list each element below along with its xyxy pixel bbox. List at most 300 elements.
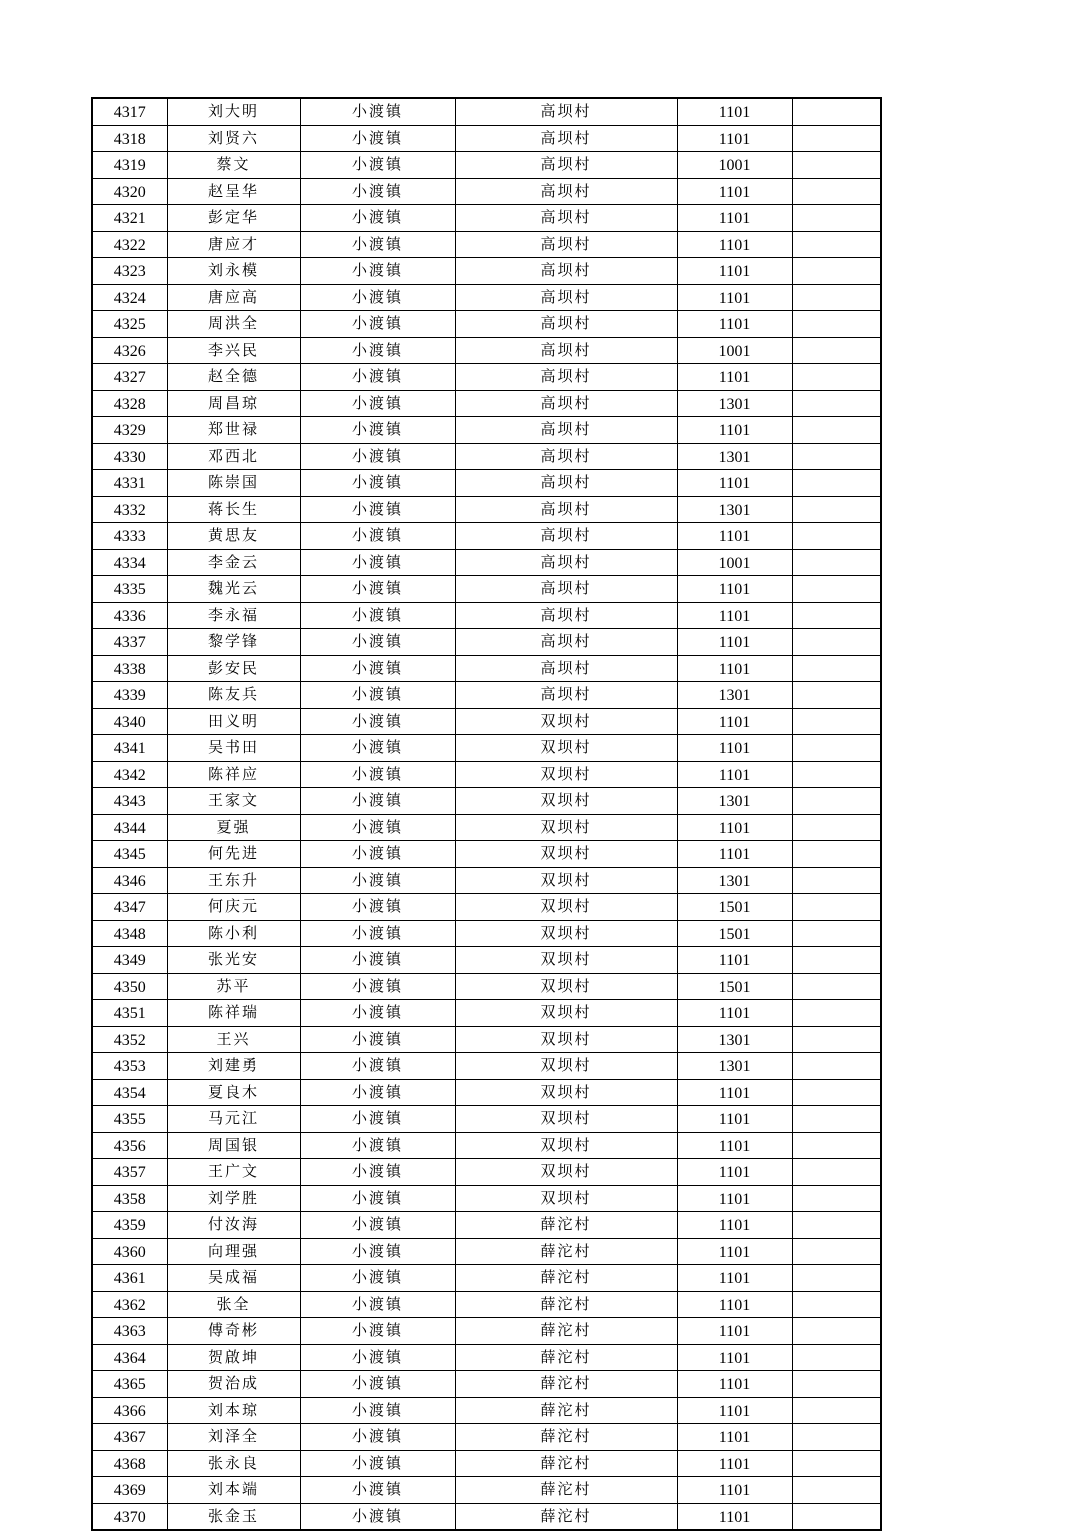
cell-village: 双坝村 <box>455 1106 677 1133</box>
cell-code: 1101 <box>677 629 792 656</box>
cell-village: 高坝村 <box>455 602 677 629</box>
cell-name: 陈崇国 <box>167 470 300 497</box>
cell-remark <box>792 1079 881 1106</box>
cell-remark <box>792 1318 881 1345</box>
cell-code: 1301 <box>677 682 792 709</box>
cell-index: 4335 <box>92 576 167 603</box>
cell-code: 1101 <box>677 1344 792 1371</box>
cell-name: 魏光云 <box>167 576 300 603</box>
cell-remark <box>792 337 881 364</box>
cell-village: 双坝村 <box>455 1079 677 1106</box>
cell-index: 4341 <box>92 735 167 762</box>
cell-town: 小渡镇 <box>300 152 455 179</box>
cell-town: 小渡镇 <box>300 98 455 125</box>
cell-village: 双坝村 <box>455 947 677 974</box>
cell-town: 小渡镇 <box>300 761 455 788</box>
table-row <box>92 364 881 391</box>
cell-name: 刘本端 <box>167 1477 300 1504</box>
cell-village: 薛沱村 <box>455 1450 677 1477</box>
table-row <box>92 920 881 947</box>
cell-name: 刘大明 <box>167 98 300 125</box>
cell-town: 小渡镇 <box>300 1185 455 1212</box>
cell-name: 李兴民 <box>167 337 300 364</box>
cell-remark <box>792 1159 881 1186</box>
cell-village: 双坝村 <box>455 1132 677 1159</box>
table-row <box>92 523 881 550</box>
cell-remark <box>792 125 881 152</box>
cell-index: 4327 <box>92 364 167 391</box>
cell-remark <box>792 470 881 497</box>
cell-name: 郑世禄 <box>167 417 300 444</box>
cell-town: 小渡镇 <box>300 1371 455 1398</box>
cell-index: 4367 <box>92 1424 167 1451</box>
cell-town: 小渡镇 <box>300 1477 455 1504</box>
cell-code: 1101 <box>677 1318 792 1345</box>
table-row <box>92 1000 881 1027</box>
cell-name: 李金云 <box>167 549 300 576</box>
table-row <box>92 205 881 232</box>
cell-town: 小渡镇 <box>300 1450 455 1477</box>
table-row <box>92 417 881 444</box>
cell-town: 小渡镇 <box>300 311 455 338</box>
cell-name: 李永福 <box>167 602 300 629</box>
table-row <box>92 231 881 258</box>
cell-town: 小渡镇 <box>300 920 455 947</box>
cell-town: 小渡镇 <box>300 814 455 841</box>
cell-name: 黄思友 <box>167 523 300 550</box>
table-row <box>92 1291 881 1318</box>
cell-index: 4358 <box>92 1185 167 1212</box>
cell-name: 赵全德 <box>167 364 300 391</box>
cell-town: 小渡镇 <box>300 708 455 735</box>
cell-name: 陈祥瑞 <box>167 1000 300 1027</box>
table-row <box>92 788 881 815</box>
cell-town: 小渡镇 <box>300 205 455 232</box>
cell-code: 1101 <box>677 1238 792 1265</box>
cell-village: 高坝村 <box>455 470 677 497</box>
cell-index: 4348 <box>92 920 167 947</box>
cell-code: 1101 <box>677 364 792 391</box>
cell-remark <box>792 1053 881 1080</box>
cell-remark <box>792 549 881 576</box>
table-row <box>92 284 881 311</box>
cell-remark <box>792 98 881 125</box>
cell-name: 张光安 <box>167 947 300 974</box>
cell-name: 陈友兵 <box>167 682 300 709</box>
cell-code: 1101 <box>677 311 792 338</box>
cell-town: 小渡镇 <box>300 973 455 1000</box>
cell-index: 4325 <box>92 311 167 338</box>
cell-name: 刘建勇 <box>167 1053 300 1080</box>
cell-village: 薛沱村 <box>455 1212 677 1239</box>
cell-remark <box>792 152 881 179</box>
cell-index: 4365 <box>92 1371 167 1398</box>
table-row <box>92 125 881 152</box>
cell-index: 4364 <box>92 1344 167 1371</box>
cell-town: 小渡镇 <box>300 1053 455 1080</box>
cell-name: 周国银 <box>167 1132 300 1159</box>
cell-village: 双坝村 <box>455 841 677 868</box>
table-row <box>92 1159 881 1186</box>
cell-town: 小渡镇 <box>300 284 455 311</box>
cell-town: 小渡镇 <box>300 655 455 682</box>
cell-index: 4331 <box>92 470 167 497</box>
cell-village: 高坝村 <box>455 523 677 550</box>
cell-name: 张金玉 <box>167 1503 300 1530</box>
cell-remark <box>792 1132 881 1159</box>
cell-town: 小渡镇 <box>300 258 455 285</box>
cell-remark <box>792 576 881 603</box>
cell-name: 夏良木 <box>167 1079 300 1106</box>
cell-name: 刘贤六 <box>167 125 300 152</box>
cell-index: 4357 <box>92 1159 167 1186</box>
cell-index: 4322 <box>92 231 167 258</box>
cell-town: 小渡镇 <box>300 1238 455 1265</box>
cell-name: 向理强 <box>167 1238 300 1265</box>
cell-town: 小渡镇 <box>300 1291 455 1318</box>
cell-remark <box>792 1397 881 1424</box>
cell-code: 1301 <box>677 1026 792 1053</box>
table-row <box>92 1053 881 1080</box>
cell-code: 1101 <box>677 284 792 311</box>
cell-village: 高坝村 <box>455 443 677 470</box>
cell-remark <box>792 629 881 656</box>
cell-code: 1101 <box>677 523 792 550</box>
cell-remark <box>792 1450 881 1477</box>
cell-code: 1501 <box>677 894 792 921</box>
cell-index: 4354 <box>92 1079 167 1106</box>
cell-name: 赵呈华 <box>167 178 300 205</box>
cell-town: 小渡镇 <box>300 629 455 656</box>
cell-code: 1001 <box>677 152 792 179</box>
cell-name: 何庆元 <box>167 894 300 921</box>
cell-village: 高坝村 <box>455 496 677 523</box>
cell-remark <box>792 1344 881 1371</box>
cell-town: 小渡镇 <box>300 1424 455 1451</box>
cell-village: 双坝村 <box>455 814 677 841</box>
cell-town: 小渡镇 <box>300 178 455 205</box>
cell-code: 1101 <box>677 1265 792 1292</box>
cell-code: 1101 <box>677 1477 792 1504</box>
cell-village: 高坝村 <box>455 311 677 338</box>
cell-code: 1101 <box>677 1397 792 1424</box>
table-row <box>92 311 881 338</box>
cell-village: 双坝村 <box>455 920 677 947</box>
cell-name: 贺治成 <box>167 1371 300 1398</box>
cell-remark <box>792 1212 881 1239</box>
cell-remark <box>792 390 881 417</box>
table-row <box>92 602 881 629</box>
table-row <box>92 682 881 709</box>
cell-index: 4336 <box>92 602 167 629</box>
cell-index: 4369 <box>92 1477 167 1504</box>
cell-remark <box>792 1106 881 1133</box>
cell-index: 4363 <box>92 1318 167 1345</box>
cell-code: 1301 <box>677 443 792 470</box>
cell-name: 田义明 <box>167 708 300 735</box>
cell-village: 高坝村 <box>455 258 677 285</box>
cell-code: 1101 <box>677 1371 792 1398</box>
cell-name: 陈祥应 <box>167 761 300 788</box>
table-row <box>92 1318 881 1345</box>
cell-code: 1101 <box>677 1132 792 1159</box>
cell-village: 薛沱村 <box>455 1397 677 1424</box>
cell-name: 王东升 <box>167 867 300 894</box>
cell-index: 4329 <box>92 417 167 444</box>
cell-index: 4328 <box>92 390 167 417</box>
cell-village: 高坝村 <box>455 655 677 682</box>
cell-name: 夏强 <box>167 814 300 841</box>
cell-index: 4360 <box>92 1238 167 1265</box>
cell-village: 薛沱村 <box>455 1318 677 1345</box>
cell-code: 1101 <box>677 1424 792 1451</box>
cell-name: 傅奇彬 <box>167 1318 300 1345</box>
cell-name: 彭定华 <box>167 205 300 232</box>
cell-village: 高坝村 <box>455 576 677 603</box>
cell-name: 吴成福 <box>167 1265 300 1292</box>
cell-index: 4321 <box>92 205 167 232</box>
cell-town: 小渡镇 <box>300 735 455 762</box>
cell-code: 1101 <box>677 98 792 125</box>
cell-index: 4318 <box>92 125 167 152</box>
cell-index: 4356 <box>92 1132 167 1159</box>
cell-remark <box>792 894 881 921</box>
cell-town: 小渡镇 <box>300 417 455 444</box>
cell-village: 薛沱村 <box>455 1503 677 1530</box>
cell-code: 1101 <box>677 1212 792 1239</box>
table-row <box>92 152 881 179</box>
table-row <box>92 1503 881 1530</box>
cell-name: 张永良 <box>167 1450 300 1477</box>
table-row <box>92 98 881 125</box>
cell-village: 高坝村 <box>455 178 677 205</box>
cell-village: 高坝村 <box>455 125 677 152</box>
cell-index: 4361 <box>92 1265 167 1292</box>
cell-name: 吴书田 <box>167 735 300 762</box>
cell-town: 小渡镇 <box>300 947 455 974</box>
cell-name: 张全 <box>167 1291 300 1318</box>
cell-code: 1101 <box>677 708 792 735</box>
cell-name: 周洪全 <box>167 311 300 338</box>
cell-town: 小渡镇 <box>300 549 455 576</box>
table-row <box>92 761 881 788</box>
cell-village: 高坝村 <box>455 152 677 179</box>
cell-index: 4353 <box>92 1053 167 1080</box>
table-row <box>92 1344 881 1371</box>
cell-remark <box>792 1265 881 1292</box>
cell-remark <box>792 1503 881 1530</box>
cell-remark <box>792 496 881 523</box>
cell-town: 小渡镇 <box>300 390 455 417</box>
cell-name: 唐应才 <box>167 231 300 258</box>
cell-name: 马元江 <box>167 1106 300 1133</box>
cell-remark <box>792 1238 881 1265</box>
cell-village: 高坝村 <box>455 629 677 656</box>
cell-name: 陈小利 <box>167 920 300 947</box>
cell-village: 双坝村 <box>455 1185 677 1212</box>
cell-index: 4320 <box>92 178 167 205</box>
cell-index: 4350 <box>92 973 167 1000</box>
cell-index: 4355 <box>92 1106 167 1133</box>
cell-village: 双坝村 <box>455 788 677 815</box>
cell-town: 小渡镇 <box>300 1397 455 1424</box>
cell-town: 小渡镇 <box>300 602 455 629</box>
cell-remark <box>792 841 881 868</box>
cell-index: 4343 <box>92 788 167 815</box>
table-row <box>92 841 881 868</box>
cell-index: 4344 <box>92 814 167 841</box>
cell-code: 1301 <box>677 390 792 417</box>
cell-town: 小渡镇 <box>300 1132 455 1159</box>
cell-village: 高坝村 <box>455 284 677 311</box>
table-row <box>92 1397 881 1424</box>
cell-remark <box>792 814 881 841</box>
table-row <box>92 1477 881 1504</box>
cell-code: 1101 <box>677 1106 792 1133</box>
cell-code: 1101 <box>677 178 792 205</box>
cell-code: 1501 <box>677 920 792 947</box>
table-row <box>92 1371 881 1398</box>
cell-name: 王家文 <box>167 788 300 815</box>
cell-code: 1101 <box>677 1503 792 1530</box>
cell-index: 4346 <box>92 867 167 894</box>
cell-name: 刘本琼 <box>167 1397 300 1424</box>
cell-name: 蒋长生 <box>167 496 300 523</box>
cell-index: 4366 <box>92 1397 167 1424</box>
cell-town: 小渡镇 <box>300 682 455 709</box>
cell-code: 1301 <box>677 496 792 523</box>
table-row <box>92 947 881 974</box>
cell-code: 1101 <box>677 735 792 762</box>
cell-index: 4334 <box>92 549 167 576</box>
cell-remark <box>792 311 881 338</box>
cell-code: 1501 <box>677 973 792 1000</box>
cell-town: 小渡镇 <box>300 337 455 364</box>
cell-village: 薛沱村 <box>455 1238 677 1265</box>
cell-remark <box>792 788 881 815</box>
cell-name: 刘永模 <box>167 258 300 285</box>
cell-index: 4319 <box>92 152 167 179</box>
cell-code: 1101 <box>677 470 792 497</box>
cell-index: 4352 <box>92 1026 167 1053</box>
cell-code: 1101 <box>677 1079 792 1106</box>
cell-code: 1001 <box>677 337 792 364</box>
cell-remark <box>792 284 881 311</box>
cell-name: 邓西北 <box>167 443 300 470</box>
table-body <box>92 98 881 1530</box>
cell-index: 4368 <box>92 1450 167 1477</box>
cell-village: 双坝村 <box>455 894 677 921</box>
cell-remark <box>792 258 881 285</box>
cell-remark <box>792 1477 881 1504</box>
table-row <box>92 1238 881 1265</box>
cell-code: 1101 <box>677 205 792 232</box>
cell-village: 高坝村 <box>455 205 677 232</box>
cell-town: 小渡镇 <box>300 1503 455 1530</box>
cell-town: 小渡镇 <box>300 523 455 550</box>
cell-name: 蔡文 <box>167 152 300 179</box>
cell-index: 4337 <box>92 629 167 656</box>
cell-code: 1101 <box>677 814 792 841</box>
cell-village: 双坝村 <box>455 708 677 735</box>
cell-index: 4349 <box>92 947 167 974</box>
cell-remark <box>792 443 881 470</box>
cell-name: 刘学胜 <box>167 1185 300 1212</box>
cell-town: 小渡镇 <box>300 1079 455 1106</box>
cell-town: 小渡镇 <box>300 1265 455 1292</box>
cell-remark <box>792 682 881 709</box>
cell-code: 1101 <box>677 231 792 258</box>
cell-town: 小渡镇 <box>300 576 455 603</box>
table-row <box>92 1185 881 1212</box>
cell-village: 高坝村 <box>455 231 677 258</box>
cell-name: 贺啟坤 <box>167 1344 300 1371</box>
cell-village: 高坝村 <box>455 98 677 125</box>
table-row <box>92 735 881 762</box>
cell-village: 高坝村 <box>455 364 677 391</box>
cell-town: 小渡镇 <box>300 443 455 470</box>
cell-village: 薛沱村 <box>455 1265 677 1292</box>
cell-index: 4359 <box>92 1212 167 1239</box>
cell-town: 小渡镇 <box>300 1159 455 1186</box>
cell-village: 高坝村 <box>455 390 677 417</box>
cell-town: 小渡镇 <box>300 788 455 815</box>
table-row <box>92 258 881 285</box>
cell-town: 小渡镇 <box>300 125 455 152</box>
cell-code: 1101 <box>677 602 792 629</box>
table-row <box>92 1424 881 1451</box>
table-row <box>92 708 881 735</box>
cell-remark <box>792 417 881 444</box>
cell-village: 高坝村 <box>455 417 677 444</box>
cell-code: 1301 <box>677 1053 792 1080</box>
table-row <box>92 178 881 205</box>
table-row <box>92 496 881 523</box>
cell-village: 薛沱村 <box>455 1424 677 1451</box>
cell-index: 4317 <box>92 98 167 125</box>
cell-code: 1001 <box>677 549 792 576</box>
cell-code: 1101 <box>677 258 792 285</box>
cell-town: 小渡镇 <box>300 1026 455 1053</box>
cell-remark <box>792 178 881 205</box>
cell-village: 薛沱村 <box>455 1291 677 1318</box>
cell-index: 4333 <box>92 523 167 550</box>
cell-code: 1101 <box>677 1159 792 1186</box>
cell-name: 王兴 <box>167 1026 300 1053</box>
cell-code: 1101 <box>677 761 792 788</box>
cell-remark <box>792 1026 881 1053</box>
cell-name: 唐应高 <box>167 284 300 311</box>
cell-index: 4362 <box>92 1291 167 1318</box>
cell-index: 4351 <box>92 1000 167 1027</box>
cell-remark <box>792 364 881 391</box>
cell-code: 1101 <box>677 841 792 868</box>
table-row <box>92 629 881 656</box>
table-row <box>92 867 881 894</box>
cell-village: 双坝村 <box>455 1053 677 1080</box>
cell-town: 小渡镇 <box>300 231 455 258</box>
table-row <box>92 814 881 841</box>
cell-remark <box>792 947 881 974</box>
cell-code: 1301 <box>677 867 792 894</box>
table-row <box>92 1106 881 1133</box>
cell-remark <box>792 1000 881 1027</box>
cell-village: 双坝村 <box>455 735 677 762</box>
cell-remark <box>792 867 881 894</box>
cell-code: 1101 <box>677 1000 792 1027</box>
cell-index: 4330 <box>92 443 167 470</box>
cell-index: 4340 <box>92 708 167 735</box>
